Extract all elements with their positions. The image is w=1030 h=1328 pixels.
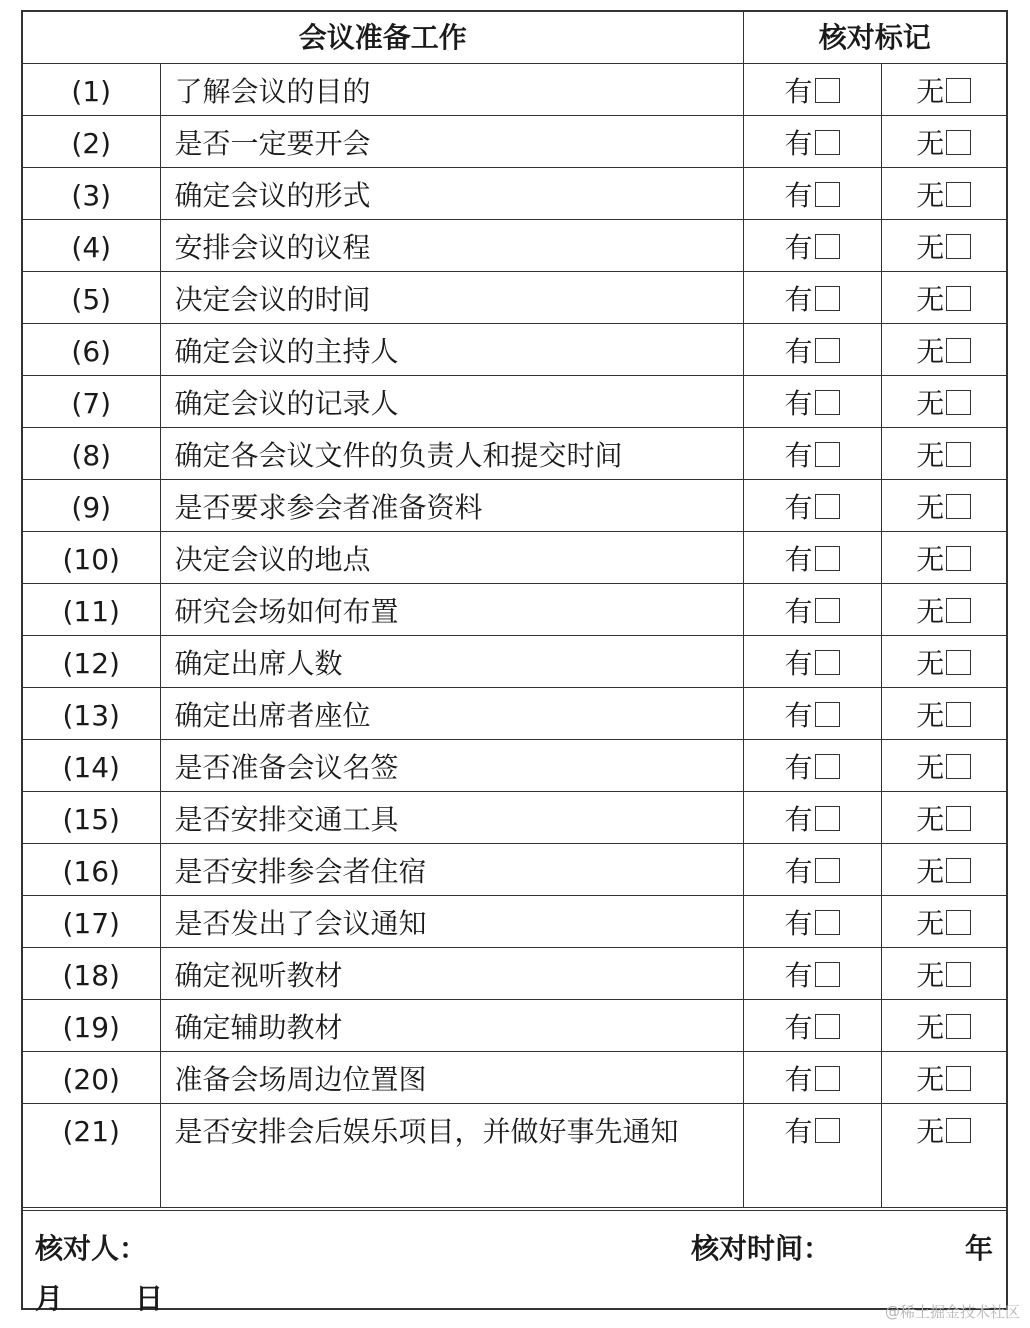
task-text: 是否要求参会者准备资料 (160, 480, 743, 532)
no-checkbox[interactable] (946, 234, 971, 259)
yes-cell (743, 740, 881, 792)
no-checkbox[interactable] (946, 1118, 971, 1143)
yes-checkbox[interactable] (815, 494, 840, 519)
table-row (23, 948, 1006, 1000)
yes-cell (743, 324, 881, 376)
watermark: @稀土掘金技术社区 (884, 1303, 1020, 1321)
no-label: 无 (916, 387, 945, 420)
no-cell (881, 376, 1006, 428)
task-text: 是否发出了会议通知 (160, 896, 743, 948)
no-cell (881, 324, 1006, 376)
yes-label: 有 (784, 127, 813, 160)
no-label: 无 (916, 439, 945, 472)
task-text: 决定会议的时间 (160, 272, 743, 324)
row-number: (11) (23, 584, 160, 636)
yes-cell (743, 532, 881, 584)
no-checkbox[interactable] (946, 546, 971, 571)
task-text: 确定视听教材 (160, 948, 743, 1000)
yes-label: 有 (784, 855, 813, 888)
yes-checkbox[interactable] (815, 858, 840, 883)
row-number: (9) (23, 480, 160, 532)
yes-checkbox[interactable] (815, 234, 840, 259)
yes-label: 有 (784, 907, 813, 940)
check-time-label: 核对时间： (691, 1232, 832, 1265)
table-row (23, 1104, 1006, 1208)
yes-cell (743, 1000, 881, 1052)
table-row (23, 792, 1006, 844)
yes-label: 有 (784, 1011, 813, 1044)
no-checkbox[interactable] (946, 650, 971, 675)
month-label: 月 (35, 1282, 64, 1315)
yes-cell (743, 272, 881, 324)
day-label: 日 (135, 1282, 164, 1315)
yes-cell (743, 220, 881, 272)
no-label: 无 (916, 283, 945, 316)
yes-cell (743, 428, 881, 480)
no-checkbox[interactable] (946, 702, 971, 727)
task-text: 是否安排参会者住宿 (160, 844, 743, 896)
table-row (23, 324, 1006, 376)
no-checkbox[interactable] (946, 494, 971, 519)
no-checkbox[interactable] (946, 1014, 971, 1039)
yes-label: 有 (784, 231, 813, 264)
table-row (23, 220, 1006, 272)
table-row (23, 532, 1006, 584)
task-text: 确定出席人数 (160, 636, 743, 688)
no-checkbox[interactable] (946, 286, 971, 311)
task-text: 安排会议的议程 (160, 220, 743, 272)
no-label: 无 (916, 751, 945, 784)
no-cell (881, 792, 1006, 844)
no-label: 无 (916, 491, 945, 524)
no-label: 无 (916, 959, 945, 992)
task-text: 研究会场如何布置 (160, 584, 743, 636)
row-number: (2) (23, 116, 160, 168)
yes-checkbox[interactable] (815, 546, 840, 571)
no-label: 无 (916, 75, 945, 108)
row-number: (21) (23, 1104, 160, 1208)
yes-label: 有 (784, 335, 813, 368)
task-text: 确定辅助教材 (160, 1000, 743, 1052)
no-label: 无 (916, 595, 945, 628)
yes-cell (743, 1052, 881, 1104)
yes-cell (743, 480, 881, 532)
task-text: 是否安排会后娱乐项目，并做好事先通知 (160, 1104, 743, 1208)
yes-label: 有 (784, 647, 813, 680)
yes-label: 有 (784, 491, 813, 524)
no-label: 无 (916, 1063, 945, 1096)
row-number: (20) (23, 1052, 160, 1104)
table-row (23, 636, 1006, 688)
row-number: (17) (23, 896, 160, 948)
task-text: 是否安排交通工具 (160, 792, 743, 844)
yes-checkbox[interactable] (815, 130, 840, 155)
row-number: (7) (23, 376, 160, 428)
yes-cell (743, 792, 881, 844)
yes-checkbox[interactable] (815, 1014, 840, 1039)
check-column-header: 核对标记 (743, 12, 1006, 64)
table-row (23, 480, 1006, 532)
row-number: (12) (23, 636, 160, 688)
no-cell (881, 1104, 1006, 1208)
yes-checkbox[interactable] (815, 338, 840, 363)
yes-checkbox[interactable] (815, 598, 840, 623)
yes-cell (743, 688, 881, 740)
yes-cell (743, 376, 881, 428)
no-cell (881, 64, 1006, 116)
table-row (23, 1052, 1006, 1104)
table-row (23, 428, 1006, 480)
table-header-row (23, 12, 1006, 64)
yes-checkbox[interactable] (815, 702, 840, 727)
table-row (23, 116, 1006, 168)
task-text: 确定各会议文件的负责人和提交时间 (160, 428, 743, 480)
no-label: 无 (916, 907, 945, 940)
no-cell (881, 220, 1006, 272)
row-number: (4) (23, 220, 160, 272)
yes-checkbox[interactable] (815, 962, 840, 987)
no-label: 无 (916, 231, 945, 264)
no-checkbox[interactable] (946, 1066, 971, 1091)
yes-checkbox[interactable] (815, 910, 840, 935)
table-row (23, 168, 1006, 220)
row-number: (8) (23, 428, 160, 480)
table-row (23, 272, 1006, 324)
task-text: 确定会议的记录人 (160, 376, 743, 428)
no-label: 无 (916, 855, 945, 888)
row-number: (18) (23, 948, 160, 1000)
no-cell (881, 948, 1006, 1000)
table-row (23, 740, 1006, 792)
no-checkbox[interactable] (946, 390, 971, 415)
no-label: 无 (916, 1011, 945, 1044)
task-text: 是否准备会议名签 (160, 740, 743, 792)
no-cell (881, 688, 1006, 740)
yes-label: 有 (784, 439, 813, 472)
row-number: (16) (23, 844, 160, 896)
no-checkbox[interactable] (946, 754, 971, 779)
no-label: 无 (916, 127, 945, 160)
yes-label: 有 (784, 1063, 813, 1096)
yes-label: 有 (784, 595, 813, 628)
yes-cell (743, 948, 881, 1000)
no-cell (881, 740, 1006, 792)
row-number: (3) (23, 168, 160, 220)
no-cell (881, 272, 1006, 324)
no-checkbox[interactable] (946, 442, 971, 467)
no-checkbox[interactable] (946, 130, 971, 155)
checker-label: 核对人： (35, 1232, 148, 1265)
no-cell (881, 428, 1006, 480)
yes-checkbox[interactable] (815, 1118, 840, 1143)
no-cell (881, 1052, 1006, 1104)
no-checkbox[interactable] (946, 182, 971, 207)
yes-checkbox[interactable] (815, 1066, 840, 1091)
no-checkbox[interactable] (946, 806, 971, 831)
table-row (23, 64, 1006, 116)
no-cell (881, 116, 1006, 168)
task-text: 确定出席者座位 (160, 688, 743, 740)
table-row (23, 896, 1006, 948)
task-text: 确定会议的主持人 (160, 324, 743, 376)
row-number: (15) (23, 792, 160, 844)
yes-label: 有 (784, 699, 813, 732)
yes-cell (743, 1104, 881, 1208)
row-number: (5) (23, 272, 160, 324)
task-text: 准备会场周边位置图 (160, 1052, 743, 1104)
yes-label: 有 (784, 751, 813, 784)
yes-label: 有 (784, 959, 813, 992)
row-number: (1) (23, 64, 160, 116)
table-row (23, 844, 1006, 896)
yes-checkbox[interactable] (815, 754, 840, 779)
no-label: 无 (916, 647, 945, 680)
task-column-header: 会议准备工作 (23, 12, 743, 64)
yes-cell (743, 844, 881, 896)
row-number: (6) (23, 324, 160, 376)
yes-cell (743, 636, 881, 688)
yes-label: 有 (784, 803, 813, 836)
row-number: (19) (23, 1000, 160, 1052)
yes-label: 有 (784, 543, 813, 576)
table-row (23, 1000, 1006, 1052)
yes-label: 有 (784, 75, 813, 108)
yes-cell (743, 896, 881, 948)
no-checkbox[interactable] (946, 338, 971, 363)
no-label: 无 (916, 543, 945, 576)
no-label: 无 (916, 803, 945, 836)
yes-cell (743, 584, 881, 636)
no-cell (881, 844, 1006, 896)
row-number: (10) (23, 532, 160, 584)
no-checkbox[interactable] (946, 598, 971, 623)
yes-checkbox[interactable] (815, 806, 840, 831)
row-number: (13) (23, 688, 160, 740)
yes-cell (743, 168, 881, 220)
no-cell (881, 636, 1006, 688)
no-checkbox[interactable] (946, 962, 971, 987)
yes-checkbox[interactable] (815, 182, 840, 207)
no-label: 无 (916, 699, 945, 732)
year-label: 年 (965, 1232, 994, 1265)
yes-checkbox[interactable] (815, 286, 840, 311)
yes-checkbox[interactable] (815, 390, 840, 415)
yes-label: 有 (784, 1115, 813, 1148)
no-checkbox[interactable] (946, 910, 971, 935)
task-text: 是否一定要开会 (160, 116, 743, 168)
yes-checkbox[interactable] (815, 442, 840, 467)
yes-cell (743, 64, 881, 116)
yes-label: 有 (784, 387, 813, 420)
no-cell (881, 532, 1006, 584)
task-text: 决定会议的地点 (160, 532, 743, 584)
yes-checkbox[interactable] (815, 650, 840, 675)
table-row (23, 584, 1006, 636)
table-row (23, 376, 1006, 428)
no-cell (881, 480, 1006, 532)
no-label: 无 (916, 335, 945, 368)
checklist-table (23, 12, 1006, 1208)
no-cell (881, 1000, 1006, 1052)
task-text: 了解会议的目的 (160, 64, 743, 116)
no-checkbox[interactable] (946, 78, 971, 103)
no-label: 无 (916, 1115, 945, 1148)
no-cell (881, 896, 1006, 948)
table-row (23, 688, 1006, 740)
yes-checkbox[interactable] (815, 78, 840, 103)
no-cell (881, 584, 1006, 636)
task-text: 确定会议的形式 (160, 168, 743, 220)
yes-label: 有 (784, 179, 813, 212)
yes-label: 有 (784, 283, 813, 316)
row-number: (14) (23, 740, 160, 792)
no-cell (881, 168, 1006, 220)
no-checkbox[interactable] (946, 858, 971, 883)
no-label: 无 (916, 179, 945, 212)
yes-cell (743, 116, 881, 168)
